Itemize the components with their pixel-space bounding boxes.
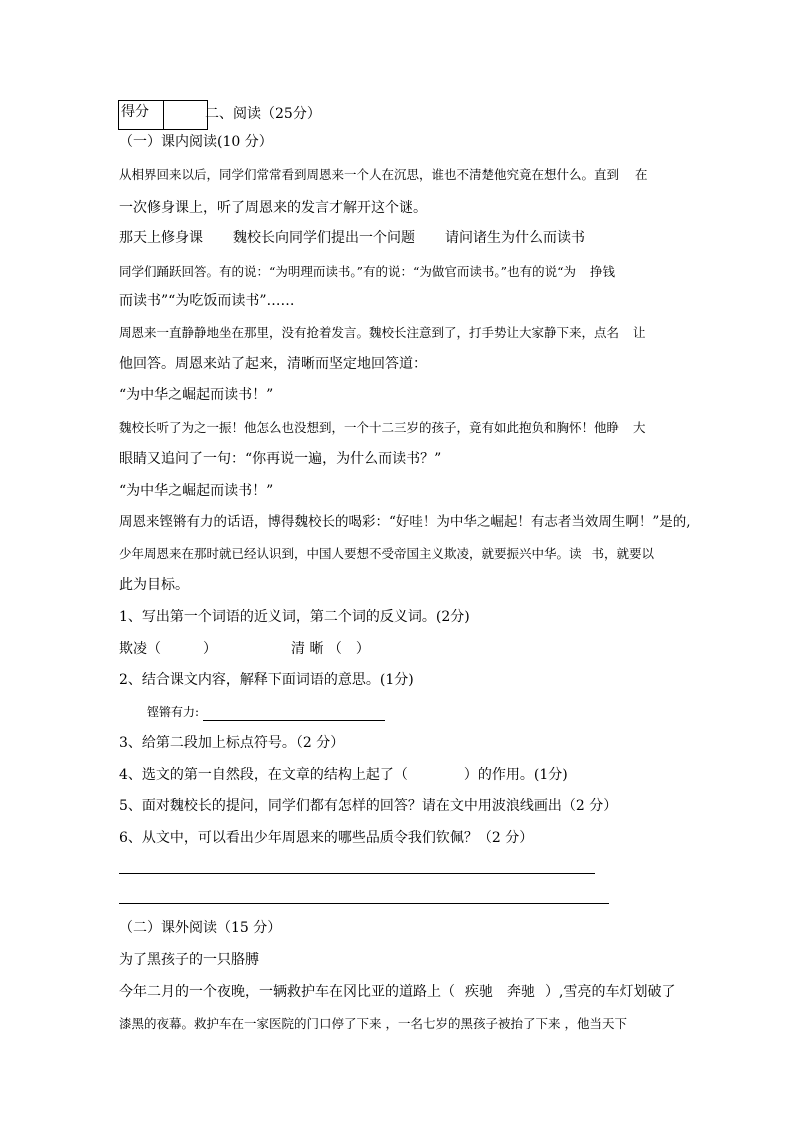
- p2-line: [119, 229, 585, 247]
- p3-line1-end: 挣钱: [589, 264, 615, 279]
- p8-line2: [119, 545, 654, 563]
- part2-title: （二）课外阅读（15 分）: [119, 920, 282, 936]
- question-1: 1、写出第一个词语的近义词，第二个词的反义词。(2分): [119, 609, 470, 625]
- score-label: 得分: [119, 101, 164, 129]
- p8-line2-end: 书，就要以: [591, 546, 655, 561]
- p2-seg3: 请问诸生为什么而读书: [445, 230, 585, 246]
- section-title: 二、阅读（25分）: [205, 106, 321, 122]
- p1-line1: [119, 166, 648, 184]
- answer-line-1[interactable]: [119, 873, 595, 874]
- question-3: 3、给第二段加上标点符号。（2 分）: [119, 735, 345, 751]
- q1-answer-a[interactable]: 欺凌（ ）: [119, 641, 217, 657]
- p4-line1-end: 让: [633, 325, 646, 340]
- p5-quote: “为中华之崛起而读书！”: [119, 387, 274, 403]
- answer-line-2[interactable]: [119, 903, 609, 904]
- p1-line1-end: 在: [635, 167, 648, 182]
- p8-line1: 周恩来铿锵有力的话语，博得魏校长的喝彩：“好哇！为中华之崛起！有志者当效周生啊！”是的,: [119, 514, 691, 530]
- p2-seg1: 那天上修身课: [119, 230, 203, 246]
- story-line2: 漆黑的夜幕。救护车在一家医院的门口停了下来 ，一名七岁的黑孩子被抬了下来 ，他当天下: [119, 1016, 627, 1031]
- p3-line2: 而读书”“为吃饭而读书”……: [119, 293, 295, 309]
- p1-line2: 一次修身课上，听了周恩来的发言才解开这个谜。: [119, 200, 427, 216]
- p3-line1-text: 同学们踊跃回答。有的说：“为明理而读书。”有的说：“为做官而读书。”也有的说“为: [119, 264, 576, 279]
- p2-seg2: 魏校长向同学们提出一个问题: [233, 230, 415, 246]
- option-jichi[interactable]: 疾驰: [465, 984, 493, 1000]
- question-6: 6、从文中，可以看出少年周恩来的哪些品质令我们钦佩？（2 分）: [119, 830, 534, 846]
- p4-line2: 他回答。周恩来站了起来，清晰而坚定地回答道：: [119, 356, 427, 372]
- p4-line1-text: 周恩来一直静静地坐在那里，没有抢着发言。魏校长注意到了，打手势让大家静下来，点名: [119, 325, 620, 340]
- p6-line1-text: 魏校长听了为之一振！他怎么也没想到，一个十二三岁的孩子，竟有如此抱负和胸怀！他睁: [119, 420, 620, 435]
- q1-answer-b[interactable]: 清 晰 （ ）: [291, 641, 370, 657]
- part1-title: （一）课内阅读(10 分）: [119, 134, 273, 150]
- question-2-answer: [147, 703, 385, 721]
- p1-line1-text: 从相界回来以后，同学们常常看到周恩来一个人在沉思，谁也不清楚他究竟在想什么。直到: [119, 167, 620, 182]
- question-4: 4、选文的第一自然段，在文章的结构上起了（ ）的作用。(1分): [119, 767, 568, 783]
- question-5: 5、面对魏校长的提问，同学们都有怎样的回答？请在文中用波浪线画出（2 分）: [119, 798, 618, 814]
- question-2: 2、结合课文内容，解释下面词语的意思。(1分): [119, 672, 414, 688]
- p8-line2-text: 少年周恩来在那时就已经认识到，中国人要想不受帝国主义欺凌，就要振兴中华。读: [119, 546, 582, 561]
- story-line1: [119, 983, 675, 1001]
- story-line1-start: 今年二月的一个夜晚，一辆救护车在冈比亚的道路上（: [119, 984, 455, 1000]
- p3-line1: [119, 263, 615, 281]
- q2-term: 铿锵有力:: [147, 705, 200, 719]
- score-box: [118, 100, 208, 130]
- q2-answer-blank[interactable]: [203, 708, 385, 721]
- story-line1-end: ）,雪亮的车灯划破了: [545, 984, 676, 1000]
- p7-quote: “为中华之崛起而读书！”: [119, 483, 274, 499]
- p6-line2: 眼睛又追问了一句：“你再说一遍，为什么而读书？”: [119, 451, 442, 467]
- score-blank-cell[interactable]: [164, 101, 207, 129]
- p8-line3: 此为目标。: [119, 577, 189, 593]
- p6-line1: [119, 419, 646, 437]
- p4-line1: [119, 324, 646, 342]
- story-title: 为了黑孩子的一只胳膊: [119, 952, 259, 968]
- question-1-answers: [119, 640, 370, 658]
- p6-line1-end: 大: [633, 420, 646, 435]
- option-benchi[interactable]: 奔驰: [507, 984, 535, 1000]
